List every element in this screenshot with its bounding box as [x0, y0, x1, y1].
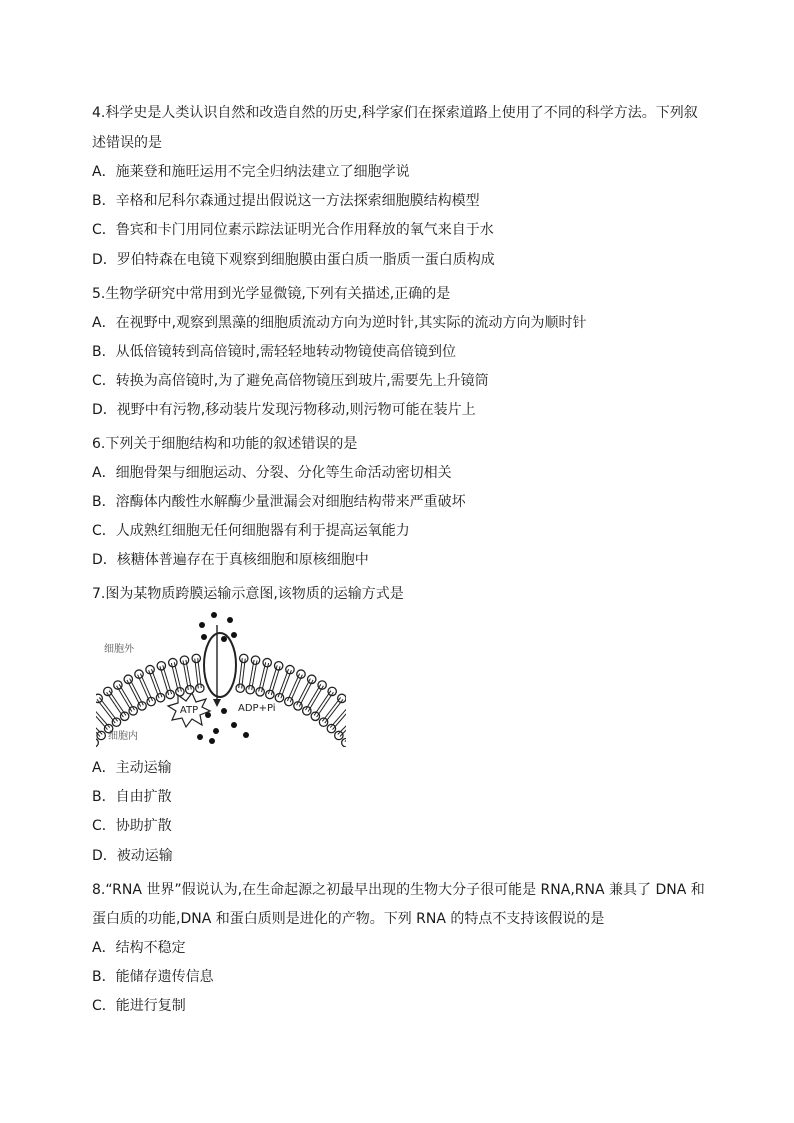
lipid-head — [236, 684, 244, 692]
lipid-head — [192, 654, 200, 662]
q6-option-c: C．人成熟红细胞无任何细胞器有利于提高运氧能力 — [92, 523, 410, 539]
q5-option-b: B．从低倍镜转到高倍镜时,需轻轻地转动物镜使高倍镜到位 — [92, 344, 457, 360]
lipid-tail — [115, 705, 123, 717]
lipid-head — [246, 686, 254, 694]
lipid-head — [240, 654, 248, 662]
lipid-head — [196, 684, 204, 692]
lipid-tail — [317, 705, 325, 717]
lipid-tail — [119, 684, 127, 697]
q7-option-a: A．主动运输 — [92, 760, 172, 776]
carrier-protein — [204, 633, 236, 697]
q4-option-c: C．鲁宾和卡门用同位素示踪法证明光合作用释放的氧气来自于水 — [92, 222, 494, 238]
lipid-head — [251, 656, 259, 664]
transport-arrowhead — [213, 699, 221, 707]
q4-option-a: A．施莱登和施旺运用不完全归纳法建立了细胞学说 — [92, 164, 410, 180]
membrane-transport-diagram — [96, 607, 346, 747]
q6-stem: 6.下列关于细胞结构和功能的叙述错误的是 — [92, 436, 358, 452]
inside-label: 细胞内 — [108, 731, 138, 742]
q5-option-a: A．在视野中,观察到黑藻的细胞质流动方向为逆时针,其实际的流动方向为顺时针 — [92, 315, 587, 331]
lipid-head — [97, 731, 105, 739]
lipid-tail — [130, 679, 137, 692]
lipid-tail — [308, 699, 316, 712]
lipid-head — [96, 694, 102, 702]
lipid-head — [96, 739, 98, 747]
adp-label: ADP+Pi — [238, 703, 276, 714]
outside-label: 细胞外 — [104, 644, 134, 655]
lipid-tail — [124, 699, 132, 712]
atp-label: ATP — [179, 705, 199, 716]
lipid-head — [263, 658, 271, 666]
q7-option-c: C．协助扩散 — [92, 818, 172, 834]
lipid-head — [256, 688, 264, 696]
q5-option-c: C．转换为高倍镜时,为了避免高倍物镜压到玻片,需要先上升镜筒 — [92, 373, 489, 389]
lipid-tail — [313, 684, 321, 697]
lipid-head — [335, 731, 343, 739]
lipid-head — [180, 656, 188, 664]
lipid-tail — [304, 679, 311, 692]
q8-option-c: C．能进行复制 — [92, 998, 186, 1014]
q4-option-b: B．辛格和尼科尔森通过提出假说这一方法探索细胞膜结构模型 — [92, 193, 480, 209]
q8-option-a: A．结构不稳定 — [92, 940, 186, 956]
lipid-head — [169, 658, 177, 666]
q6-option-d: D．核糖体普遍存在于真核细胞和原核细胞中 — [92, 552, 369, 568]
q6-option-b: B．溶酶体内酸性水解酶少量泄漏会对细胞结构带来严重破坏 — [92, 494, 466, 510]
q5-option-d: D．视野中有污物,移动装片发现污物移动,则污物可能在装片上 — [92, 402, 476, 418]
q8-option-b: B．能储存遗传信息 — [92, 969, 214, 985]
lipid-tail — [134, 693, 141, 706]
lipid-head — [186, 686, 194, 694]
lipid-head — [342, 739, 346, 747]
q7-stem: 7.图为某物质跨膜运输示意图,该物质的运输方式是 — [92, 586, 404, 602]
q6-option-a: A．细胞骨架与细胞运动、分裂、分化等生命活动密切相关 — [92, 465, 452, 481]
lipid-tail — [299, 693, 306, 706]
q7-option-d: D．被动运输 — [92, 848, 173, 864]
lipid-head — [176, 688, 184, 696]
q8-stem-line1: 8.“RNA 世界”假说认为,在生命起源之初最早出现的生物大分子很可能是 RNA,RNA 兼具了 DNA 和 — [92, 882, 705, 898]
q7-option-b: B．自由扩散 — [92, 789, 172, 805]
q8-stem-line2: 蛋白质的功能,DNA 和蛋白质则是进化的产物。下列 RNA 的特点不支持该假说的是 — [92, 911, 605, 927]
lipid-tail — [109, 691, 117, 703]
q4-option-d: D．罗伯特森在电镜下观察到细胞膜由蛋白质一脂质一蛋白质构成 — [92, 252, 495, 268]
lipid-tail — [96, 705, 100, 716]
q4-stem-line1: 4.科学史是人类认识自然和改造自然的历史,科学家们在探索道路上使用了不同的科学方法。下列叙 — [92, 105, 698, 121]
lipid-tail — [323, 691, 331, 703]
q4-stem-line2: 述错误的是 — [92, 135, 162, 151]
q5-stem: 5.生物学研究中常用到光学显微镜,下列有关描述,正确的是 — [92, 286, 451, 302]
